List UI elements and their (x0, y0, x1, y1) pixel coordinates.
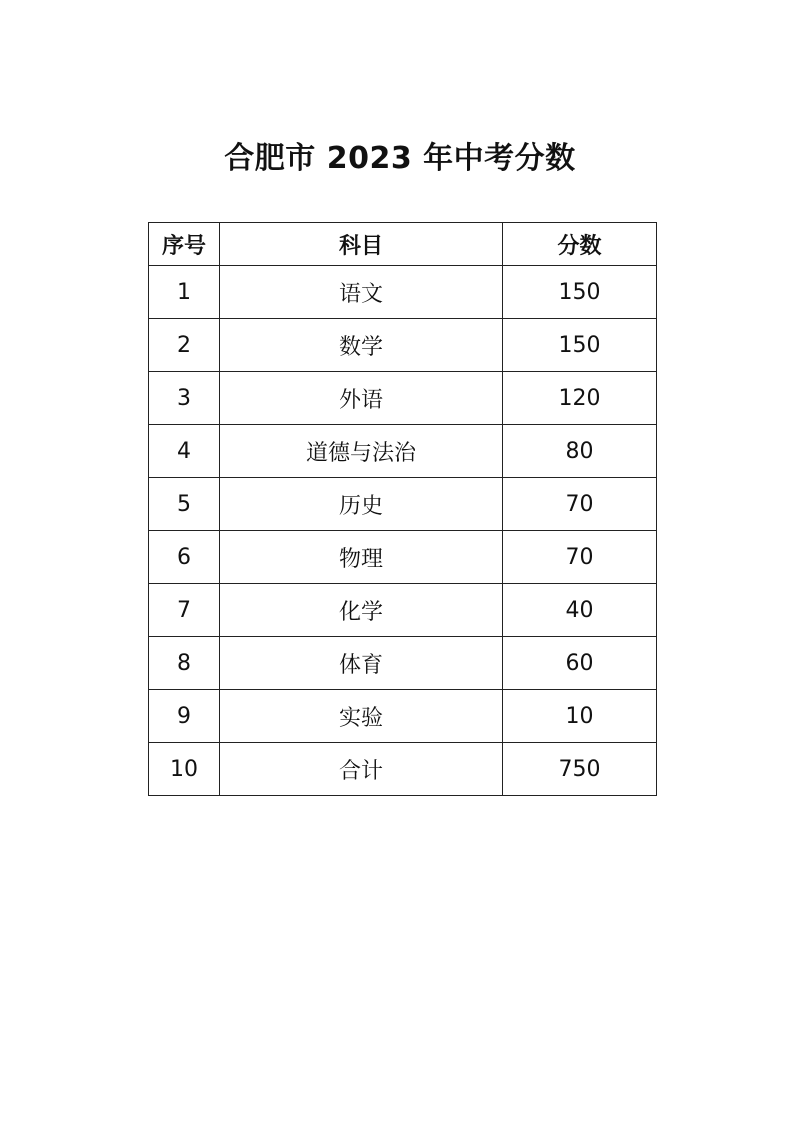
score-table (148, 222, 657, 796)
table-row (149, 425, 657, 478)
column-header-number: 序号 (149, 223, 220, 266)
row-number-cell: 5 (149, 478, 220, 531)
row-number-cell: 2 (149, 319, 220, 372)
table-row (149, 531, 657, 584)
score-cell: 10 (503, 690, 657, 743)
total-row (149, 743, 657, 796)
score-cell: 70 (503, 478, 657, 531)
column-header-score: 分数 (503, 223, 657, 266)
table-row (149, 372, 657, 425)
row-number-cell: 6 (149, 531, 220, 584)
table-row (149, 478, 657, 531)
subject-cell: 实验 (220, 690, 503, 743)
subject-cell: 体育 (220, 637, 503, 690)
table-row (149, 319, 657, 372)
subject-cell: 外语 (220, 372, 503, 425)
total-label-cell: 合计 (220, 743, 503, 796)
score-cell: 80 (503, 425, 657, 478)
table-body (149, 266, 657, 796)
total-score-cell: 750 (503, 743, 657, 796)
subject-cell: 历史 (220, 478, 503, 531)
score-cell: 150 (503, 319, 657, 372)
row-number-cell: 1 (149, 266, 220, 319)
page-title: 合肥市 2023 年中考分数 (224, 141, 576, 176)
row-number-cell: 4 (149, 425, 220, 478)
subject-cell: 数学 (220, 319, 503, 372)
subject-cell: 化学 (220, 584, 503, 637)
score-cell: 150 (503, 266, 657, 319)
column-header-subject: 科目 (220, 223, 503, 266)
score-cell: 70 (503, 531, 657, 584)
row-number-cell: 9 (149, 690, 220, 743)
score-cell: 40 (503, 584, 657, 637)
row-number-cell: 10 (149, 743, 220, 796)
row-number-cell: 7 (149, 584, 220, 637)
subject-cell: 语文 (220, 266, 503, 319)
table-header-row (149, 223, 657, 266)
row-number-cell: 8 (149, 637, 220, 690)
score-cell: 60 (503, 637, 657, 690)
subject-cell: 道德与法治 (220, 425, 503, 478)
row-number-cell: 3 (149, 372, 220, 425)
table-header (149, 223, 657, 266)
table-row (149, 690, 657, 743)
table-row (149, 266, 657, 319)
subject-cell: 物理 (220, 531, 503, 584)
table-row (149, 584, 657, 637)
score-cell: 120 (503, 372, 657, 425)
table-row (149, 637, 657, 690)
